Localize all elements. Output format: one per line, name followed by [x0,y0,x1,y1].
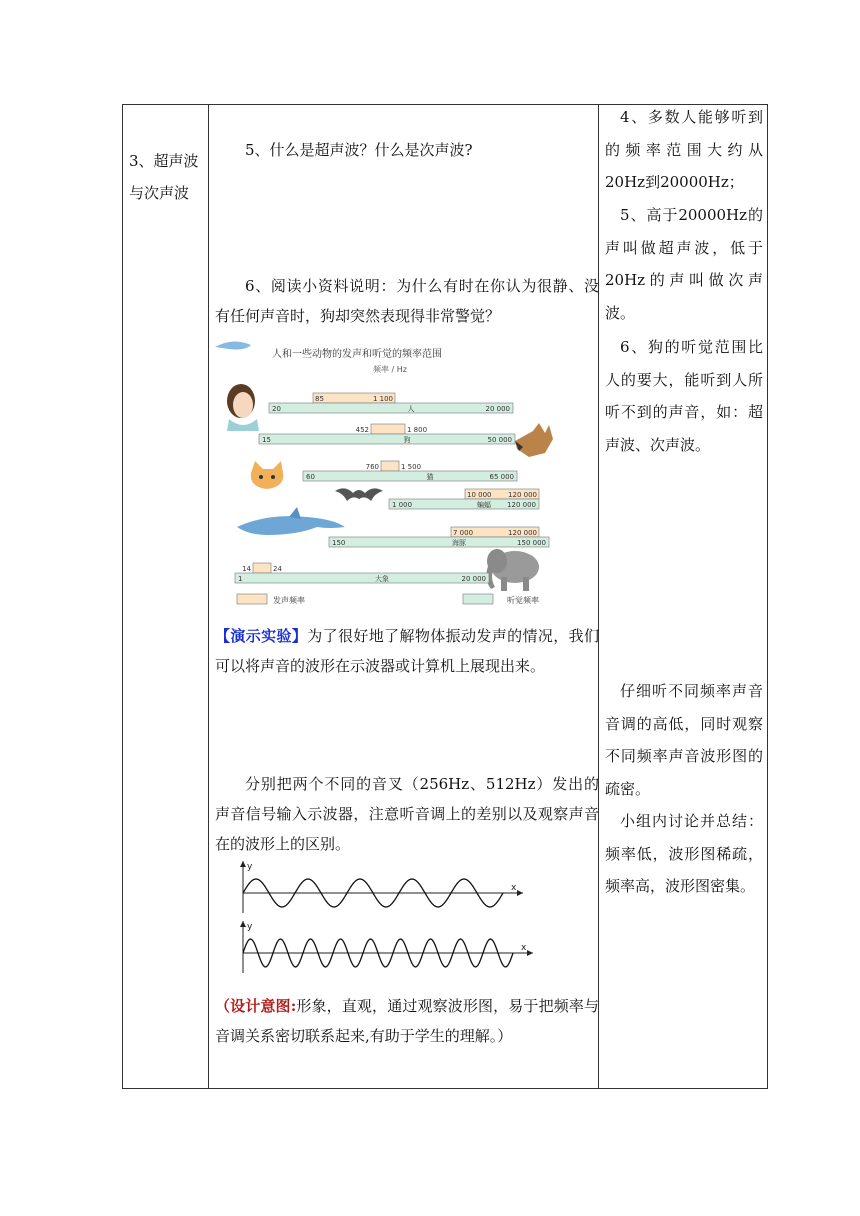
x-axis-label: x [511,883,517,893]
sound-max-label: 1 800 [407,426,428,434]
cat-icon [251,461,283,489]
hearing-max-label: 20 000 [485,405,510,413]
group-summary: 小组内讨论并总结：频率低，波形图稀疏，频率高，波形图密集。 [605,812,763,895]
y-axis-label: y [247,922,253,932]
demo-tag: 【演示实验】 [215,627,308,645]
hearing-range-bar [235,573,489,583]
sound-min-label: 14 [242,565,251,573]
frequency-range-chart [215,339,599,611]
x-axis-arrow [527,950,533,956]
lesson-table [122,104,768,1089]
hearing-max-label: 65 000 [489,473,514,481]
sound-min-label: 85 [315,395,324,403]
hearing-max-label: 120 000 [507,501,536,509]
species-label: 狗 [403,436,411,444]
listen-observe: 仔细听不同频率声音音调的高低，同时观察不同频率声音波形图的疏密。 [605,682,763,798]
hearing-min-label: 15 [262,436,271,444]
answer-5: 5、高于20000Hz的声叫做超声波，低于20Hz的声叫做次声波。 [605,206,763,322]
hearing-max-label: 50 000 [487,436,512,444]
design-intent [215,991,599,1051]
answer-4: 4、多数人能够听到的频率范围大约从20Hz到20000Hz； [605,108,763,191]
sound-max-label: 120 000 [508,491,537,499]
person-icon [227,384,259,431]
sound-min-label: 452 [355,426,369,434]
x-axis-arrow [517,890,523,896]
y-axis-arrow [240,861,246,867]
hearing-range-bar [329,537,549,547]
species-label: 大象 [375,575,389,583]
tuning-fork-text: 分别把两个不同的音叉（256Hz、512Hz）发出的声音信号输入示波器，注意听音调上的差别以及观察声音在的波形上的区别。 [215,775,599,853]
waveform-diagram [215,853,599,978]
demo-text: 为了很好地了解物体振动发声的情况，我们可以将声音的波形在示波器或计算机上展现出来。 [215,627,599,675]
design-text: 形象，直观，通过观察波形图，易于把频率与音调关系密切联系起来,有助于学生的理解。） [215,997,599,1045]
hearing-min-label: 60 [306,473,315,481]
question-5: 5、什么是超声波？什么是次声波? [245,141,473,159]
sound-range-bar [371,424,405,434]
sound-max-label: 24 [273,565,282,573]
question-6: 6、阅读小资料说明：为什么有时在你认为很静、没有任何声音时，狗却突然表现得非常警觉？ [215,277,599,325]
hearing-range-bar [259,434,515,444]
x-axis-label: x [521,943,527,953]
hearing-range-bar [303,471,517,481]
y-axis-arrow [240,921,246,927]
legend-swatch-hear [463,594,493,604]
bat-icon [335,488,383,501]
hearing-range-bar [269,403,513,413]
legend-label-hear: 听觉频率 [507,596,539,605]
sound-min-label: 10 000 [467,491,492,499]
dog-icon [515,423,553,457]
section-title: 3、超声波与次声波 [129,152,199,202]
hearing-min-label: 1 000 [392,501,413,509]
sound-max-label: 1 500 [401,463,422,471]
chart-title: 人和一些动物的发声和听觉的频率范围 [272,349,442,360]
dolphin-icon [237,507,345,535]
sound-min-label: 7 000 [453,529,474,537]
y-axis-label: y [247,862,253,872]
elephant-icon [486,549,539,591]
dolphin-icon [215,341,251,349]
column-divider [208,105,209,1088]
hearing-min-label: 150 [332,539,346,547]
sound-max-label: 120 000 [508,529,537,537]
demo-experiment [215,621,599,681]
answer-6: 6、狗的听觉范围比人的要大，能听到人所听不到的声音，如：超声波、次声波。 [605,338,763,454]
legend-label-sound: 发声频率 [273,596,305,605]
sound-max-label: 1 100 [372,395,393,403]
chart-subtitle: 频率 / Hz [373,365,407,374]
species-label: 人 [407,405,415,413]
hearing-max-label: 20 000 [461,575,486,583]
hearing-max-label: 150 000 [517,539,546,547]
design-tag: （设计意图: [215,997,297,1015]
species-label: 海豚 [452,539,466,547]
hearing-min-label: 1 [238,575,243,583]
sound-min-label: 760 [365,463,379,471]
legend-swatch-sound [237,594,267,604]
hearing-min-label: 20 [272,405,281,413]
sound-range-bar [381,461,399,471]
species-label: 蝙蝠 [477,501,491,509]
species-label: 猫 [426,473,434,481]
sound-range-bar [253,563,271,573]
